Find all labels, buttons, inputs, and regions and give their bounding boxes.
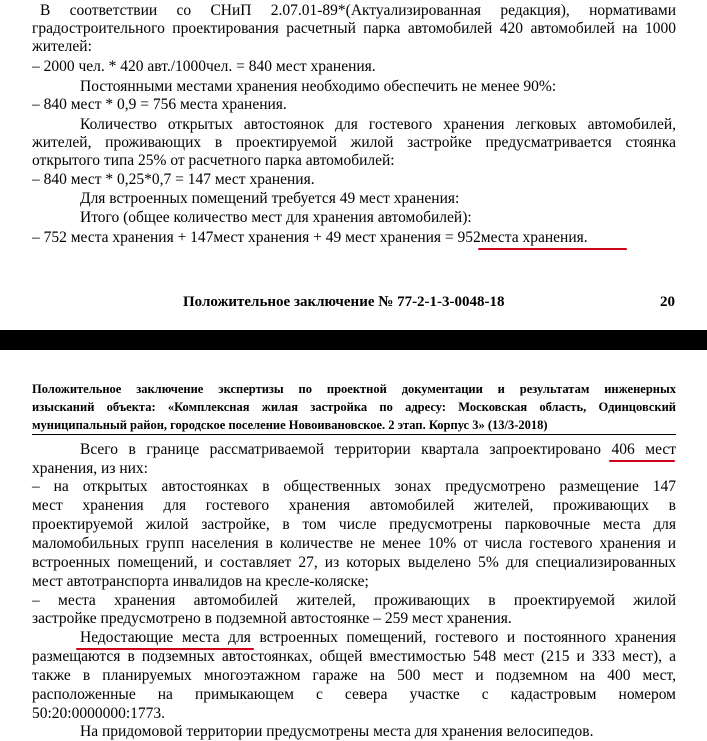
footer-title: Положительное заключение № 77-2-1-3-0048-18 — [183, 294, 505, 310]
list-item: – 752 места хранения + 147мест хранения + 49 мест хранения = 952места хранения. — [32, 229, 588, 246]
paragraph-line: В соответствии со СНиП 2.07.01-89*(Актуализированная редакция), нормативами — [40, 2, 676, 19]
red-underline-annotation — [478, 248, 627, 250]
paragraph-line: размещаются в подземных автостоянках, общей вместимостью 548 мест (215 и 333 мест), а — [32, 648, 676, 665]
paragraph-line: также в планируемых многоэтажном гараже на 500 мест и подземном на 400 мест, — [32, 667, 676, 684]
paragraph-line: Постоянными местами хранения необходимо обеспечить не менее 90%: — [80, 78, 557, 95]
paragraph-line: Количество открытых автостоянок для гостевого хранения легковых автомобилей, — [80, 116, 676, 133]
paragraph-line: Недостающие места для встроенных помещений, гостевого и постоянного хранения — [80, 629, 676, 646]
paragraph-line: Всего в границе рассматриваемой территории квартала запроектировано 406 мест — [80, 441, 676, 458]
page-number: 20 — [660, 294, 675, 310]
red-underline-annotation — [609, 460, 675, 462]
paragraph-line: жителей, проживающих в проектируемой жилой застройке предусматривается стоянка — [32, 134, 676, 151]
paragraph-line: Для встроенных помещений требуется 49 мест хранения: — [80, 190, 460, 207]
paragraph-line: жителей: — [32, 38, 92, 55]
list-item: – 840 мест * 0,9 = 756 места хранения. — [32, 96, 287, 113]
page-20 — [0, 0, 707, 330]
page-21 — [0, 350, 707, 741]
paragraph-line: мест хранения для гостевого хранения автомобилей жителей, проживающих в — [32, 497, 676, 514]
paragraph-line: встроенных помещений, и составляет 27, из которых выделено 5% для специализированных — [32, 554, 676, 571]
list-item: – 2000 чел. * 420 авт./1000чел. = 840 мест хранения. — [32, 58, 376, 75]
paragraph-line: проектируемой жилой застройке, в том числе предусмотрены парковочные места для — [32, 516, 676, 533]
paragraph-line: маломобильных групп населения в количестве не менее 10% от числа гостевого хранения и — [32, 535, 676, 552]
list-item: – 840 мест * 0,25*0,7 = 147 мест хранения. — [32, 171, 315, 188]
page-header-line: изысканий объекта: «Комплексная жилая застройка по адресу: Московская область, Одинцовский — [32, 400, 676, 414]
paragraph-line: застройке предусмотрено в подземной автостоянке – 259 мест хранения. — [32, 610, 512, 627]
paragraph-line: мест автотранспорта инвалидов на кресле-коляске; — [32, 573, 369, 590]
paragraph-line: 50:20:0000000:1773. — [32, 705, 166, 722]
paragraph-line: На придомовой территории предусмотрены места для хранения велосипедов. — [80, 723, 594, 740]
paragraph-line: расположенные на примыкающем с севера участке с кадастровым номером — [32, 686, 676, 703]
header-divider — [32, 434, 676, 435]
page-separator — [0, 330, 707, 350]
paragraph-line: градостроительного проектирования расчетный парка автомобилей 420 автомобилей на 1000 — [32, 20, 676, 37]
list-item: – на открытых автостоянках в общественных зонах предусмотрено размещение 147 — [32, 478, 676, 495]
paragraph-line: открытого типа 25% от расчетного парка автомобилей: — [32, 152, 395, 169]
paragraph-line: Итого (общее количество мест для хранения автомобилей): — [80, 209, 472, 226]
paragraph-line: хранения, из них: — [32, 460, 148, 477]
page-header-line: Положительное заключение экспертизы по проектной документации и результатам инженерных — [32, 382, 676, 396]
list-item: – места хранения автомобилей жителей, проживающих в проектируемой жилой — [32, 592, 676, 609]
page-header-line: муниципальный район, городское поселение Новоивановское. 2 этап. Корпус 3» (13/3-2018) — [32, 418, 548, 432]
